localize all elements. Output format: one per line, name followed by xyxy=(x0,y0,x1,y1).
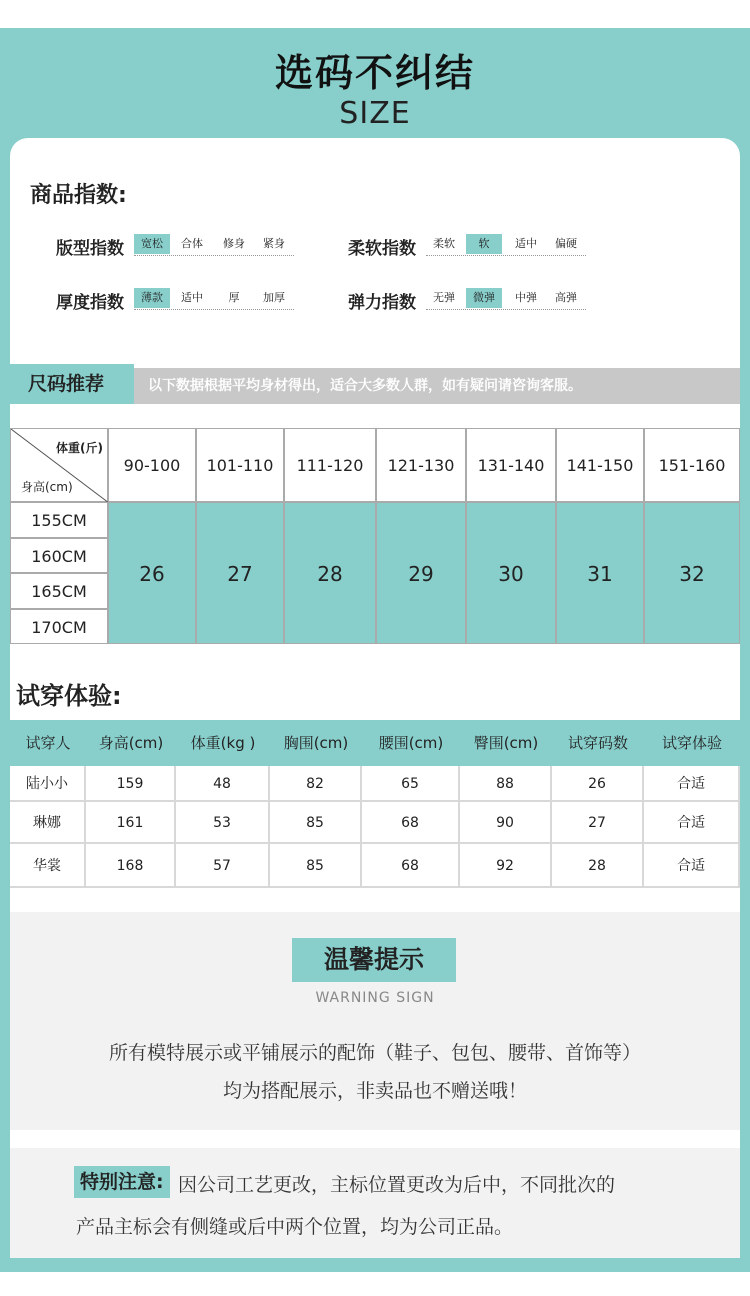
attr-option: 微弹 xyxy=(466,288,502,308)
page-title: 选码不纠结 xyxy=(274,51,475,95)
try-on-value-cell: 合适 xyxy=(644,766,740,802)
attr-option: 宽松 xyxy=(134,234,170,254)
corner-height-label: 身高(cm) xyxy=(21,480,73,494)
try-on-header-cell: 试穿体验 xyxy=(644,720,740,766)
height-cell: 170CM xyxy=(10,609,108,645)
weight-header-cell: 90-100 xyxy=(108,428,196,502)
corner-weight-label: 体重(斤) xyxy=(56,441,103,455)
attr-option: 偏硬 xyxy=(555,237,577,250)
try-on-value-cell: 88 xyxy=(460,766,552,802)
warning-subtitle: WARNING SIGN xyxy=(315,990,435,1006)
try-on-value-cell: 168 xyxy=(86,844,176,888)
weight-header-cell: 141-150 xyxy=(556,428,644,502)
weight-header-cell: 151-160 xyxy=(644,428,740,502)
try-on-value-cell: 合适 xyxy=(644,844,740,888)
attr-option: 合体 xyxy=(181,237,203,250)
weight-header-cell: 111-120 xyxy=(284,428,376,502)
try-on-value-cell: 90 xyxy=(460,802,552,844)
attr-option: 软 xyxy=(466,234,502,254)
size-value-cell: 28 xyxy=(284,502,376,644)
attr-option: 适中 xyxy=(181,291,203,304)
try-on-header-cell: 臀围(cm) xyxy=(460,720,552,766)
size-value-cell: 31 xyxy=(556,502,644,644)
try-on-name-cell: 琳娜 xyxy=(10,802,86,844)
size-banner-tag: 尺码推荐 xyxy=(10,364,134,404)
try-on-value-cell: 159 xyxy=(86,766,176,802)
height-cell: 165CM xyxy=(10,573,108,609)
attr-options xyxy=(426,288,586,310)
try-on-header-cell: 腰围(cm) xyxy=(362,720,460,766)
notice-line-2: 产品主标会有侧缝或后中两个位置，均为公司正品。 xyxy=(76,1216,514,1238)
attr-option: 柔软 xyxy=(433,237,455,250)
size-banner-text: 以下数据根据平均身材得出，适合大多数人群，如有疑问请咨询客服。 xyxy=(148,378,582,394)
attr-options xyxy=(134,288,294,310)
size-table-corner xyxy=(10,428,108,502)
size-value-cell: 27 xyxy=(196,502,284,644)
notice-panel xyxy=(10,1148,740,1258)
size-value-cell: 32 xyxy=(644,502,740,644)
attr-label: 弹力指数 xyxy=(348,293,416,313)
height-cell: 155CM xyxy=(10,502,108,538)
attr-option: 适中 xyxy=(515,237,537,250)
try-on-value-cell: 28 xyxy=(552,844,644,888)
try-on-value-cell: 26 xyxy=(552,766,644,802)
try-on-value-cell: 65 xyxy=(362,766,460,802)
weight-header-cell: 121-130 xyxy=(376,428,466,502)
warning-title: 温馨提示 xyxy=(292,938,456,982)
try-on-value-cell: 27 xyxy=(552,802,644,844)
size-value-cell: 29 xyxy=(376,502,466,644)
try-on-value-cell: 48 xyxy=(176,766,270,802)
try-on-value-cell: 68 xyxy=(362,802,460,844)
warning-line-2: 均为搭配展示，非卖品也不赠送哦！ xyxy=(222,1080,527,1102)
attr-option: 高弹 xyxy=(555,291,577,304)
notice-tag: 特别注意: xyxy=(74,1166,170,1198)
attr-option: 中弹 xyxy=(515,291,537,304)
size-table xyxy=(10,428,740,644)
try-on-heading: 试穿体验: xyxy=(16,682,122,710)
page-subtitle: SIZE xyxy=(339,96,411,131)
attr-label: 柔软指数 xyxy=(348,239,416,259)
try-on-value-cell: 85 xyxy=(270,844,362,888)
try-on-name-cell: 陆小小 xyxy=(10,766,86,802)
warning-line-1: 所有模特展示或平铺展示的配饰（鞋子、包包、腰带、首饰等） xyxy=(108,1042,641,1064)
try-on-value-cell: 161 xyxy=(86,802,176,844)
size-value-cell: 30 xyxy=(466,502,556,644)
attr-option: 无弹 xyxy=(433,291,455,304)
notice-line-1: 因公司工艺更改，主标位置更改为后中，不同批次的 xyxy=(178,1174,616,1196)
bottom-border xyxy=(0,1258,750,1272)
try-on-name-cell: 华裳 xyxy=(10,844,86,888)
try-on-header-cell: 试穿码数 xyxy=(552,720,644,766)
attr-options xyxy=(426,234,586,256)
attr-option: 厚 xyxy=(228,291,240,304)
try-on-header-cell: 身高(cm) xyxy=(86,720,176,766)
attr-options xyxy=(134,234,294,256)
attr-option: 加厚 xyxy=(263,291,285,304)
try-on-value-cell: 92 xyxy=(460,844,552,888)
try-on-value-cell: 82 xyxy=(270,766,362,802)
try-on-value-cell: 53 xyxy=(176,802,270,844)
try-on-header-cell: 试穿人 xyxy=(10,720,86,766)
try-on-value-cell: 57 xyxy=(176,844,270,888)
try-on-value-cell: 68 xyxy=(362,844,460,888)
height-cell: 160CM xyxy=(10,538,108,574)
try-on-value-cell: 85 xyxy=(270,802,362,844)
size-value-cell: 26 xyxy=(108,502,196,644)
attr-label: 版型指数 xyxy=(56,239,124,259)
try-on-header-cell: 体重(kg ) xyxy=(176,720,270,766)
try-on-value-cell: 合适 xyxy=(644,802,740,844)
attr-label: 厚度指数 xyxy=(56,293,124,313)
attr-option: 修身 xyxy=(223,237,245,250)
attribute-heading: 商品指数: xyxy=(30,183,127,208)
weight-header-cell: 101-110 xyxy=(196,428,284,502)
weight-header-cell: 131-140 xyxy=(466,428,556,502)
attr-option: 紧身 xyxy=(263,237,285,250)
try-on-header-cell: 胸围(cm) xyxy=(270,720,362,766)
attr-option: 薄款 xyxy=(134,288,170,308)
